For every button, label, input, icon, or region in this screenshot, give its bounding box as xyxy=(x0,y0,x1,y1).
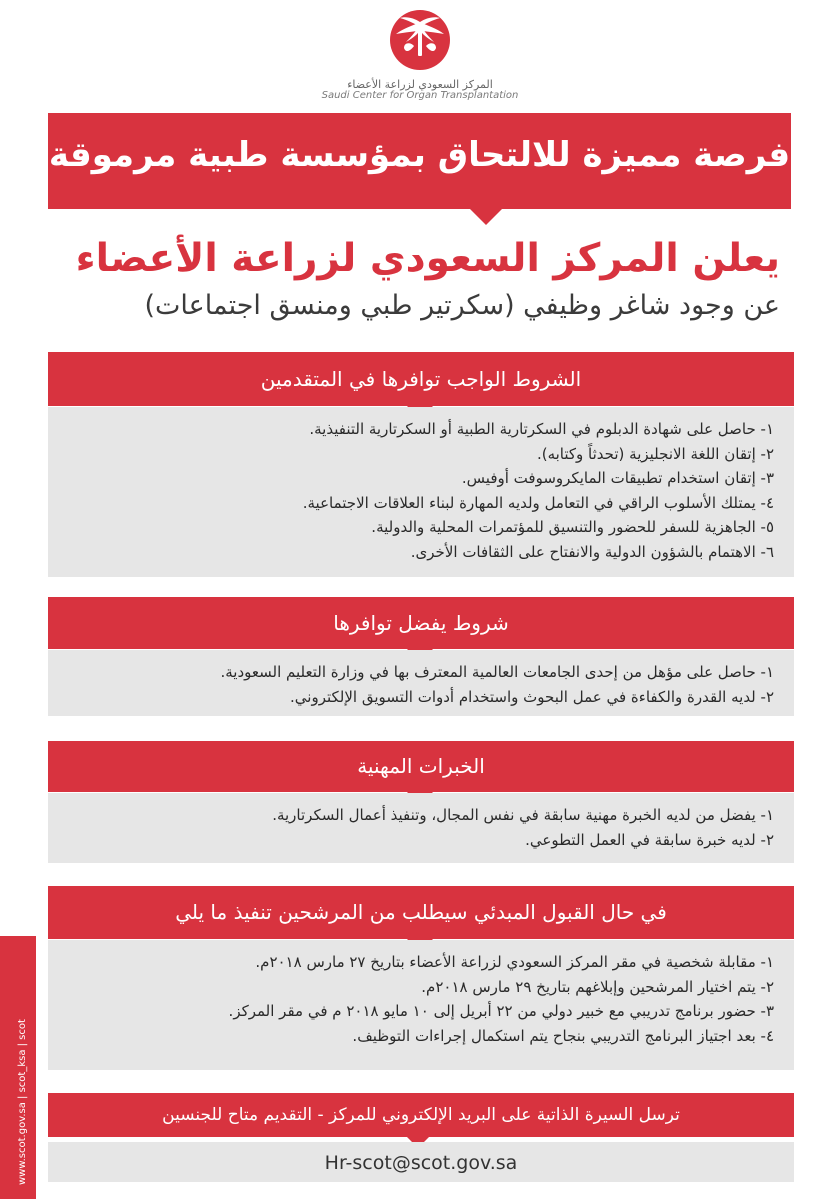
list-item: ١- يفضل من لديه الخبرة مهنية سابقة في نفس المجال، وتنفيذ أعمال السكرتارية. xyxy=(272,806,774,824)
page-subtitle: عن وجود شاغر وظيفي (سكرتير طبي ومنسق اجتماعات) xyxy=(144,290,780,321)
section-header-requirements: الشروط الواجب توافرها في المتقدمين xyxy=(48,352,794,406)
list-item: ٢- إتقان اللغة الانجليزية (تحدثاً وكتابه). xyxy=(536,444,774,463)
list-item: ٣- إتقان استخدام تطبيقات المايكروسوفت أوفيس. xyxy=(461,469,774,487)
list-item: ٥- الجاهزية للسفر للحضور والتنسيق للمؤتمرات المحلية والدولية. xyxy=(371,518,774,536)
section-body-requirements xyxy=(48,407,794,577)
list-item: ٣- حضور برنامج تدريبي مع خبير دولي من ٢٢ أبريل إلى ١٠ مايو ٢٠١٨ م في مقر المركز. xyxy=(228,1002,774,1020)
list-item: ١- حاصل على مؤهل من إحدى الجامعات العالمية المعترف بها في وزارة التعليم السعودية. xyxy=(220,663,774,681)
list-item: ٢- يتم اختيار المرشحين وإبلاغهم بتاريخ ٢٩ مارس ٢٠١٨م. xyxy=(421,977,774,996)
list-item: ٤- يمتلك الأسلوب الراقي في التعامل ولديه المهارة لبناء العلاقات الاجتماعية. xyxy=(302,493,774,512)
section-body-next-steps xyxy=(48,940,794,1070)
footer-instructions: ترسل السيرة الذاتية على البريد الإلكتروني للمركز - التقديم متاح للجنسين xyxy=(48,1093,794,1137)
page-title: يعلن المركز السعودي لزراعة الأعضاء xyxy=(75,236,780,281)
logo-arabic-name: المركز السعودي لزراعة الأعضاء xyxy=(347,78,493,91)
section-header-experience: الخبرات المهنية xyxy=(48,741,794,792)
logo-english-name: Saudi Center for Organ Transplantation xyxy=(321,90,519,101)
section-header-preferred: شروط يفضل توافرها xyxy=(48,597,794,649)
list-item: ٢- لديه خبرة سابقة في العمل التطوعي. xyxy=(525,830,774,849)
contact-email[interactable]: Hr-scot@scot.gov.sa xyxy=(48,1142,794,1182)
list-item: ٤- بعد اجتياز البرنامج التدريبي بنجاح يتم استكمال إجراءات التوظيف. xyxy=(352,1026,774,1045)
list-item: ٢- لديه القدرة والكفاءة في عمل البحوث واستخدام أدوات التسويق الإلكتروني. xyxy=(290,687,774,706)
list-item: ١- حاصل على شهادة الدبلوم في السكرتارية الطبية أو السكرتارية التنفيذية. xyxy=(309,420,774,438)
list-item: ١- مقابلة شخصية في مقر المركز السعودي لزراعة الأعضاء بتاريخ ٢٧ مارس ٢٠١٨م. xyxy=(255,953,774,971)
list-item: ٦- الاهتمام بالشؤون الدولية والانفتاح على الثقافات الأخرى. xyxy=(410,542,774,561)
banner-pointer xyxy=(470,209,502,225)
banner-text: فرصة مميزة للالتحاق بمؤسسة طبية مرموقة xyxy=(48,135,791,175)
section-body-experience xyxy=(48,793,794,863)
social-links-text[interactable]: www.scot.gov.sa | scot_ksa | scot xyxy=(17,1019,28,1185)
section-body-preferred xyxy=(48,650,794,716)
section-header-next-steps: في حال القبول المبدئي سيطلب من المرشحين تنفيذ ما يلي xyxy=(48,886,794,939)
